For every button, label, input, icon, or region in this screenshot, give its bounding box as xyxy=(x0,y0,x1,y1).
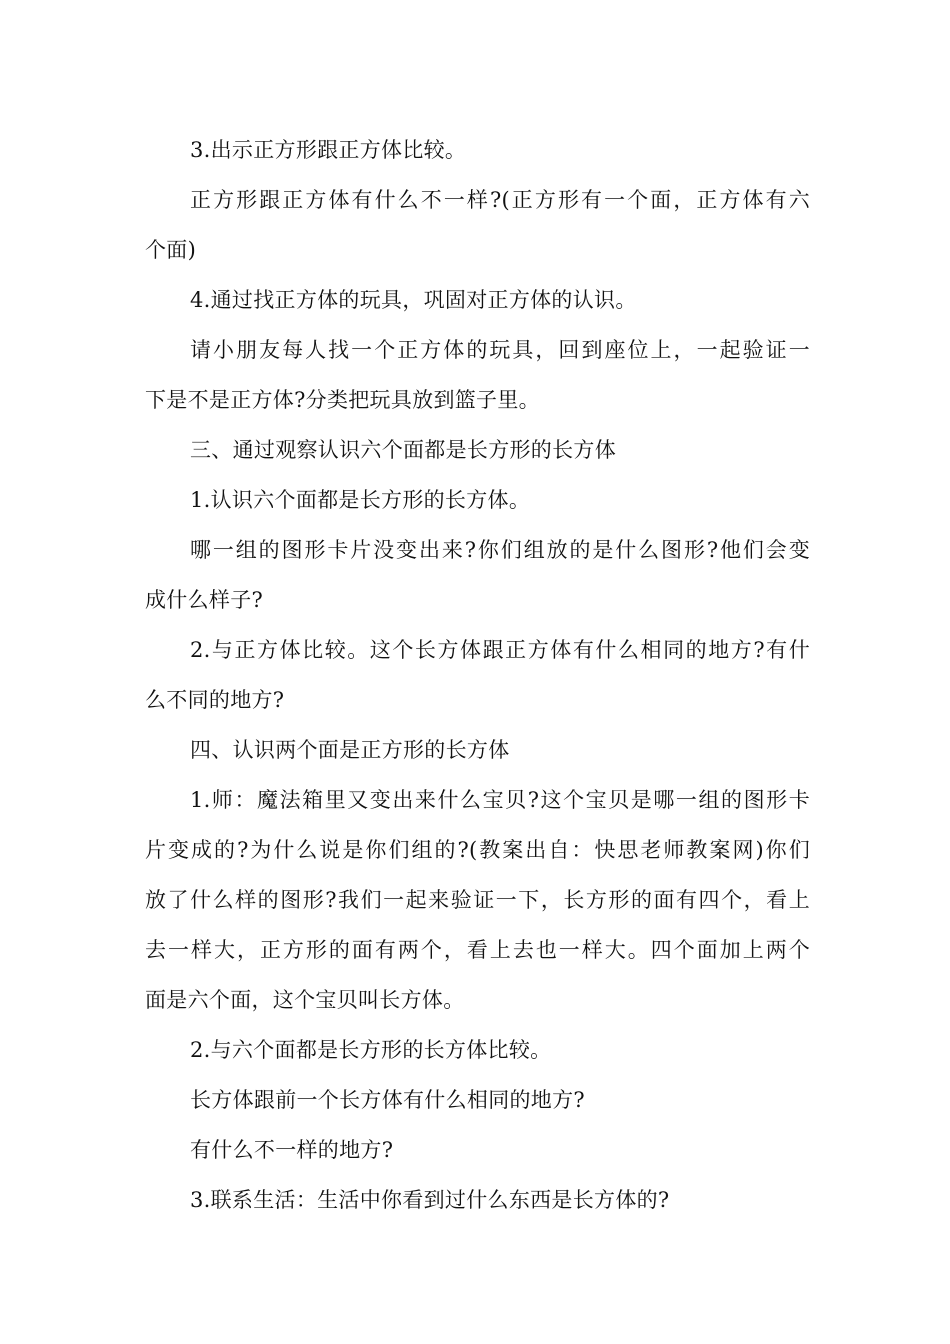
paragraph-line: 片变成的?为什么说是你们组的?(教案出自：快思老师教案网)你们 xyxy=(145,838,810,862)
paragraph-line: 成什么样子? xyxy=(145,588,264,612)
paragraph-line: 放了什么样的图形?我们一起来验证一下，长方形的面有四个，看上 xyxy=(145,888,810,912)
paragraph-line: 请小朋友每人找一个正方体的玩具，回到座位上，一起验证一 xyxy=(190,338,810,362)
subsection-heading: 1.认识六个面都是长方形的长方体。 xyxy=(190,488,531,512)
section-heading-three: 三、通过观察认识六个面都是长方形的长方体 xyxy=(190,438,616,462)
paragraph-line: 下是不是正方体?分类把玩具放到篮子里。 xyxy=(145,388,540,412)
paragraph-line: 有什么不一样的地方? xyxy=(190,1138,394,1162)
paragraph-line: 1.师：魔法箱里又变出来什么宝贝?这个宝贝是哪一组的图形卡 xyxy=(190,788,810,812)
section-heading-four: 四、认识两个面是正方形的长方体 xyxy=(190,738,510,762)
paragraph-line: 长方体跟前一个长方体有什么相同的地方? xyxy=(190,1088,585,1112)
paragraph-line: 正方形跟正方体有什么不一样?(正方形有一个面，正方体有六 xyxy=(190,188,810,212)
section-item-4-heading: 4.通过找正方体的玩具，巩固对正方体的认识。 xyxy=(190,288,637,312)
subsection-heading: 2.与正方体比较。这个长方体跟正方体有什么相同的地方?有什 xyxy=(190,638,810,662)
section-item-3-heading: 3.出示正方形跟正方体比较。 xyxy=(190,138,467,162)
subsection-heading: 3.联系生活：生活中你看到过什么东西是长方体的? xyxy=(190,1188,670,1212)
paragraph-line: 去一样大，正方形的面有两个，看上去也一样大。四个面加上两个 xyxy=(145,938,810,962)
paragraph-line: 面是六个面，这个宝贝叫长方体。 xyxy=(145,988,465,1012)
paragraph-line: 么不同的地方? xyxy=(145,688,285,712)
paragraph-line: 哪一组的图形卡片没变出来?你们组放的是什么图形?他们会变 xyxy=(190,538,810,562)
paragraph-line: 个面) xyxy=(145,238,197,262)
subsection-heading: 2.与六个面都是长方形的长方体比较。 xyxy=(190,1038,552,1062)
